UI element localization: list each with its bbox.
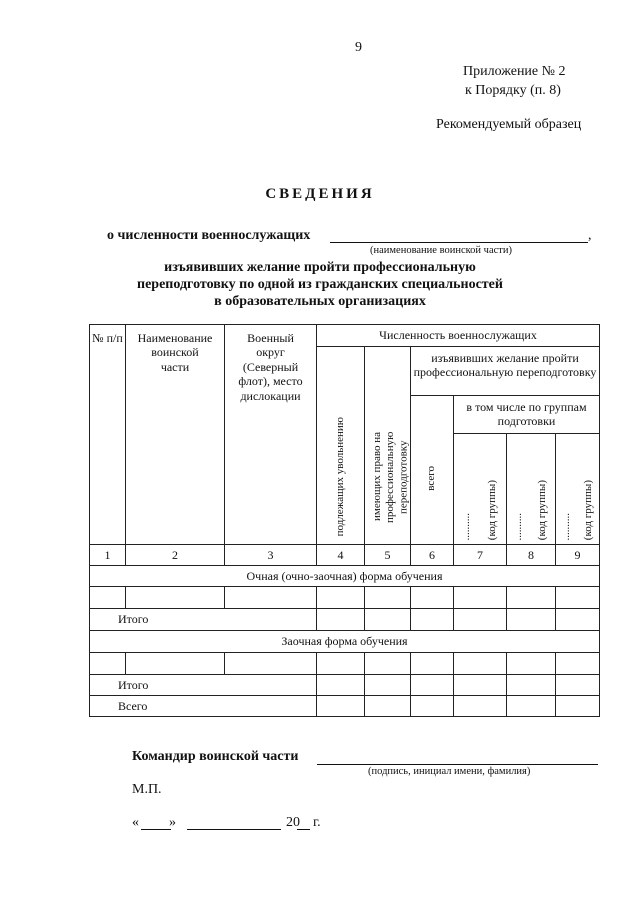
header-personnel-count: Численность военнослужащих [317,325,600,347]
col-number-4: 4 [317,545,365,566]
subtitle-line-2: изъявивших желание пройти профессиональную [164,260,476,275]
group-col-1 [454,434,507,545]
col-number-7: 7 [454,545,507,566]
year-prefix: 20 [286,815,300,830]
day-blank [141,829,171,830]
header-willing: изъявивших желание пройти профессиональную переподготовку [411,347,600,396]
group-col-3 [556,434,600,545]
unit-name-hint: (наименование воинской части) [370,245,512,256]
appendix-number: Приложение № 2 [463,64,566,79]
date-close-quote: » [169,815,176,830]
document-title: СВЕДЕНИЯ [265,186,375,202]
subtitle-line-3: переподготовку по одной из гражданских специальностей [137,277,503,292]
col-number-6: 6 [411,545,454,566]
group-col-2 [507,434,556,545]
year-blank [297,829,310,830]
header-total-text: всего [425,465,438,491]
group-2-dots: .......... [512,512,525,540]
table-row-total-extramural [90,675,600,696]
subtitle-comma: , [588,228,592,243]
header-entitled-text: имеющих право на профессиональную переподготовку [370,430,409,523]
group-3-dots: .......... [560,512,573,540]
col-number-3: 3 [225,545,317,566]
section-extramural: Заочная форма обучения [90,631,600,653]
header-dismissal [317,347,365,545]
month-blank [187,829,281,830]
section-fulltime: Очная (очно-заочная) форма обучения [90,566,600,587]
commander-label: Командир воинской части [132,749,299,764]
appendix-reference: к Порядку (п. 8) [465,83,561,98]
year-suffix: г. [313,815,321,830]
signature-blank [317,764,598,765]
table-row [90,653,600,675]
data-table [89,324,600,717]
table-row-total-fulltime [90,609,600,631]
col-number-8: 8 [507,545,556,566]
grand-total-label: Всего [90,696,317,717]
col-number-5: 5 [365,545,411,566]
stamp-label: М.П. [132,782,162,797]
header-entitled [365,347,411,545]
header-groups: в том числе по группам подготовки [454,396,600,434]
date-open-quote: « [132,815,139,830]
signature-hint: (подпись, инициал имени, фамилия) [368,766,531,777]
sample-label: Рекомендуемый образец [436,117,582,132]
group-3-code: (код группы) [581,479,594,540]
col-number-1: 1 [90,545,126,566]
unit-name-blank [330,242,588,243]
group-1-dots: .......... [460,512,473,540]
subtitle-line-4: в образовательных организациях [214,294,426,309]
header-district: Военный округ (Северный флот), место дислокации [225,325,317,545]
header-unit-name: Наименование воинской части [126,325,225,545]
group-2-code: (код группы) [536,479,549,540]
header-total [411,396,454,545]
subtitle-line-1: о численности военнослужащих [107,228,311,243]
group-1-code: (код группы) [486,479,499,540]
fulltime-total-label: Итого [90,609,317,631]
table-row [90,587,600,609]
table-row-grand-total [90,696,600,717]
col-number-9: 9 [556,545,600,566]
header-no: № п/п [90,325,126,545]
page-number: 9 [355,40,362,55]
extramural-total-label: Итого [90,675,317,696]
header-dismissal-text: подлежащих увольнению [333,417,346,537]
col-number-2: 2 [126,545,225,566]
